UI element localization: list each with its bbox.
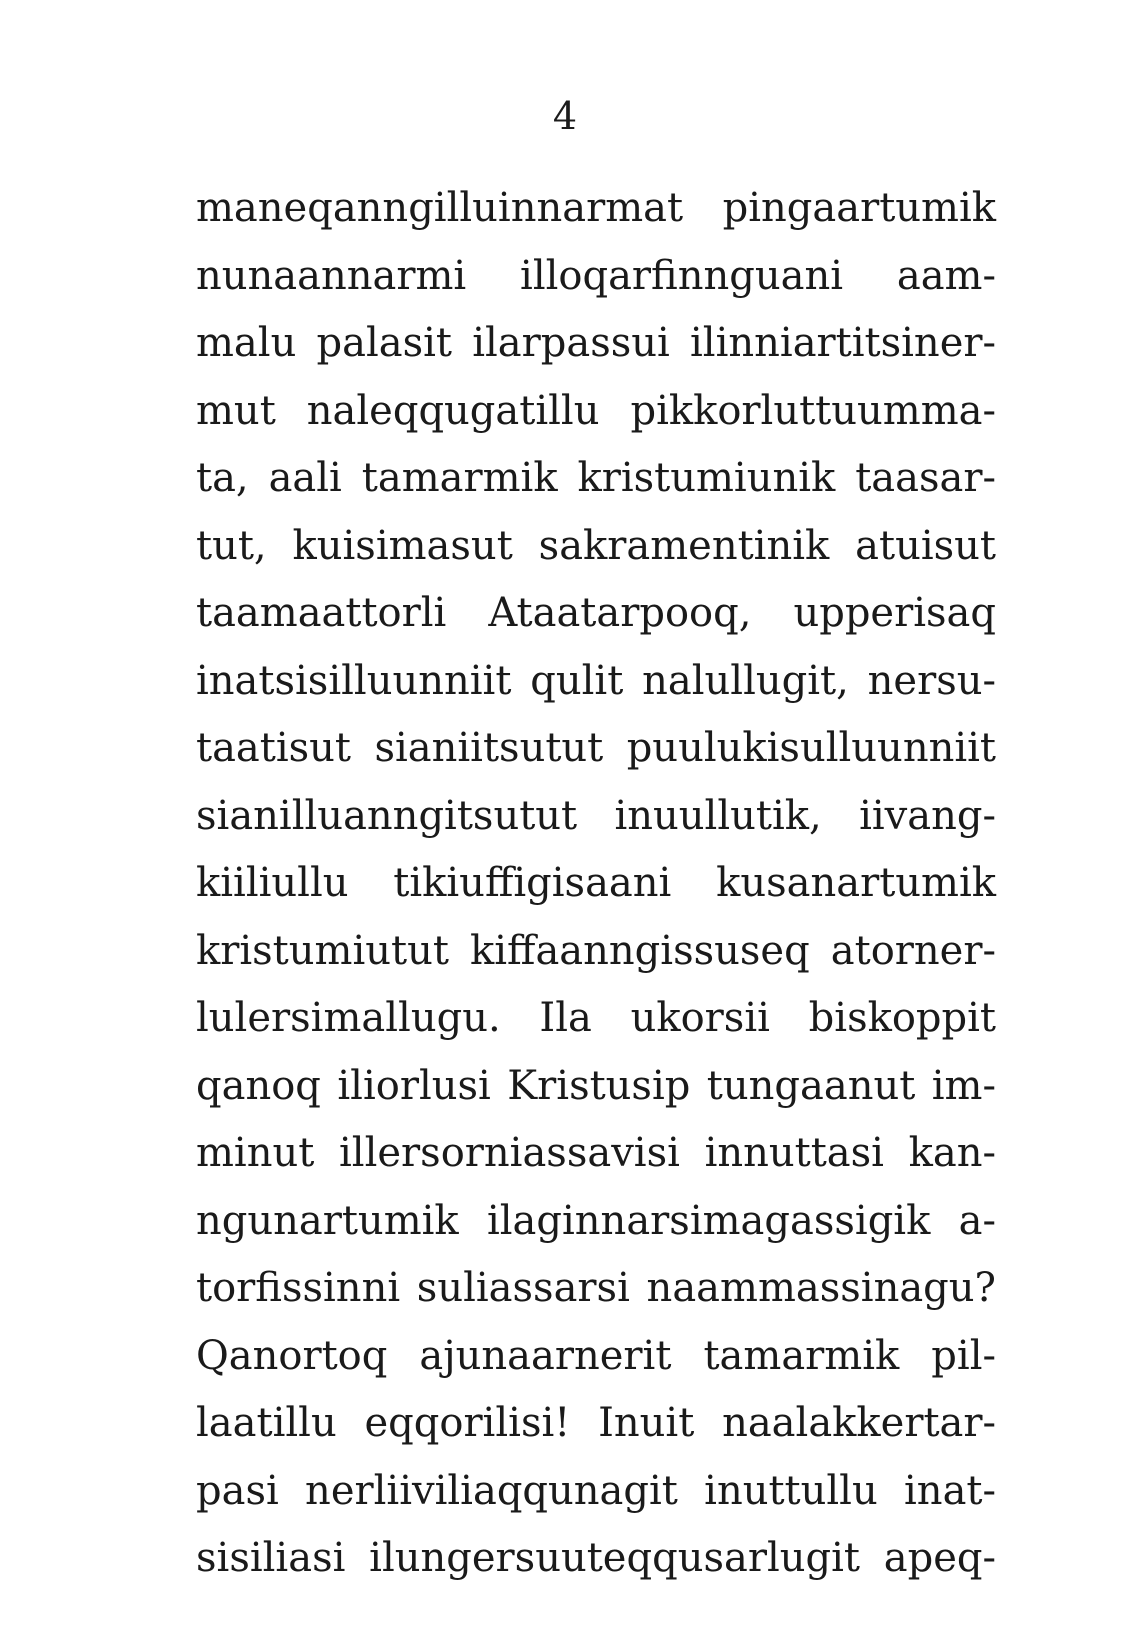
text-line: pasi nerliiviliaqqunagit inuttullu inat- — [196, 1467, 996, 1514]
text-line: tut, kuisimasut sakramentinik atuisut — [196, 522, 996, 569]
text-line: torfissinni suliassarsi naammassinagu? — [196, 1265, 996, 1311]
text-line: qanoq iliorlusi Kristusip tungaanut im- — [196, 1062, 996, 1109]
text-line: nunaannarmi illoqarfinnguani aam- — [196, 252, 996, 299]
text-line: lulersimallugu. Ila ukorsii biskoppit — [196, 995, 996, 1041]
text-line: mut naleqqugatillu pikkorluttuumma- — [196, 387, 996, 434]
text-line: ta, aali tamarmik kristumiunik taasar- — [196, 455, 996, 501]
text-line: laatillu eqqorilisi! Inuit naalakkertar- — [196, 1400, 996, 1446]
text-line: minut illersorniassavisi innuttasi kan- — [196, 1130, 996, 1176]
text-line: ngunartumik ilaginnarsimagassigik a- — [196, 1197, 996, 1244]
text-line: maneqanngilluinnarmat pingaartumik — [196, 185, 996, 231]
text-line: sianilluanngitsutut inuullutik, iivang- — [196, 792, 996, 839]
text-line: inatsisilluunniit qulit nalullugit, nersu- — [196, 657, 996, 704]
text-line: taamaattorli Ataatarpooq, upperisaq — [196, 590, 996, 636]
body-text — [196, 175, 996, 1593]
text-line: Qanortoq ajunaarnerit tamarmik pil- — [196, 1332, 996, 1379]
text-line: malu palasit ilarpassui ilinniartitsiner- — [196, 320, 996, 366]
text-line: sisiliasi ilungersuuteqqusarlugit apeq- — [196, 1535, 996, 1581]
text-line: kiiliullu tikiuffigisaani kusanartumik — [196, 860, 996, 906]
text-line: taatisut sianiitsutut puulukisulluunniit — [196, 725, 996, 771]
page-number: 4 — [552, 94, 578, 138]
text-line: kristumiutut kiffaanngissuseq atorner- — [196, 927, 996, 974]
